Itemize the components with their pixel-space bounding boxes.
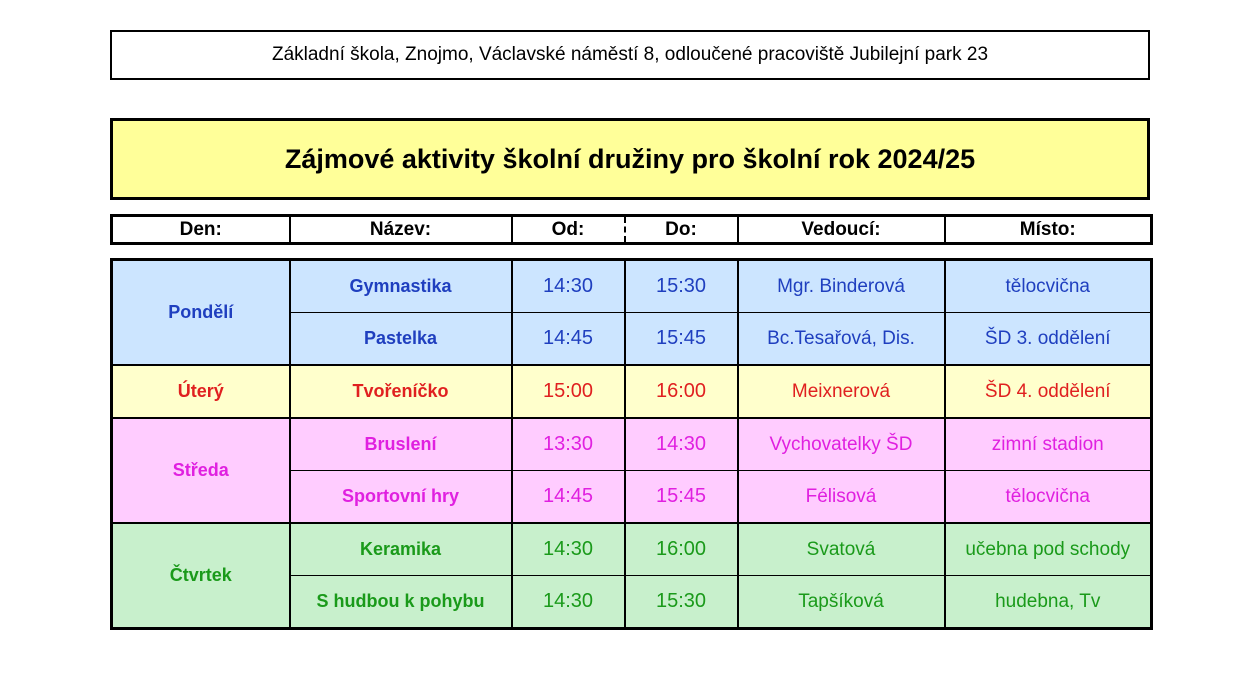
table-row [112, 260, 1152, 313]
activity-leader: Bc.Tesařová, Dis. [738, 313, 945, 366]
activity-leader: Vychovatelky ŠD [738, 418, 945, 471]
activity-place: ŠD 3. oddělení [945, 313, 1152, 366]
column-header-place: Místo: [945, 216, 1152, 244]
activity-to: 15:30 [625, 260, 738, 313]
activity-to: 16:00 [625, 523, 738, 576]
activity-from: 14:45 [512, 471, 625, 524]
activity-name: S hudbou k pohybu [290, 576, 512, 629]
column-header-from: Od: [512, 216, 625, 244]
activity-name: Bruslení [290, 418, 512, 471]
activity-from: 14:30 [512, 523, 625, 576]
activities-body [112, 260, 1152, 629]
activity-to: 15:30 [625, 576, 738, 629]
day-cell: Středa [112, 418, 290, 523]
activity-place: tělocvična [945, 471, 1152, 524]
activity-from: 15:00 [512, 365, 625, 418]
day-cell: Pondělí [112, 260, 290, 366]
activity-from: 13:30 [512, 418, 625, 471]
column-header-day: Den: [112, 216, 290, 244]
activity-name: Sportovní hry [290, 471, 512, 524]
day-cell: Čtvrtek [112, 523, 290, 629]
activity-name: Keramika [290, 523, 512, 576]
activity-place: učebna pod schody [945, 523, 1152, 576]
activity-leader: Meixnerová [738, 365, 945, 418]
column-header-to: Do: [625, 216, 738, 244]
activity-name: Tvořeníčko [290, 365, 512, 418]
activity-place: hudebna, Tv [945, 576, 1152, 629]
activity-name: Pastelka [290, 313, 512, 366]
day-cell: Úterý [112, 365, 290, 418]
activity-leader: Svatová [738, 523, 945, 576]
activity-leader: Félisová [738, 471, 945, 524]
activity-to: 16:00 [625, 365, 738, 418]
table-row [112, 365, 1152, 418]
activity-leader: Mgr. Binderová [738, 260, 945, 313]
activities-table [110, 258, 1153, 630]
column-header-leader: Vedoucí: [738, 216, 945, 244]
activity-place: tělocvična [945, 260, 1152, 313]
activity-to: 15:45 [625, 313, 738, 366]
activity-leader: Tapšíková [738, 576, 945, 629]
activity-place: ŠD 4. oddělení [945, 365, 1152, 418]
activity-from: 14:30 [512, 260, 625, 313]
activity-to: 14:30 [625, 418, 738, 471]
column-header-name: Název: [290, 216, 512, 244]
page-title: Zájmové aktivity školní družiny pro školní rok 2024/25 [110, 118, 1150, 200]
school-heading: Základní škola, Znojmo, Václavské náměstí 8, odloučené pracoviště Jubilejní park 23 [110, 30, 1150, 80]
table-row [112, 523, 1152, 576]
activity-from: 14:45 [512, 313, 625, 366]
activity-name: Gymnastika [290, 260, 512, 313]
column-header-table [110, 214, 1153, 245]
column-header-row [112, 216, 1152, 244]
table-row [112, 418, 1152, 471]
activity-place: zimní stadion [945, 418, 1152, 471]
activity-from: 14:30 [512, 576, 625, 629]
activity-to: 15:45 [625, 471, 738, 524]
